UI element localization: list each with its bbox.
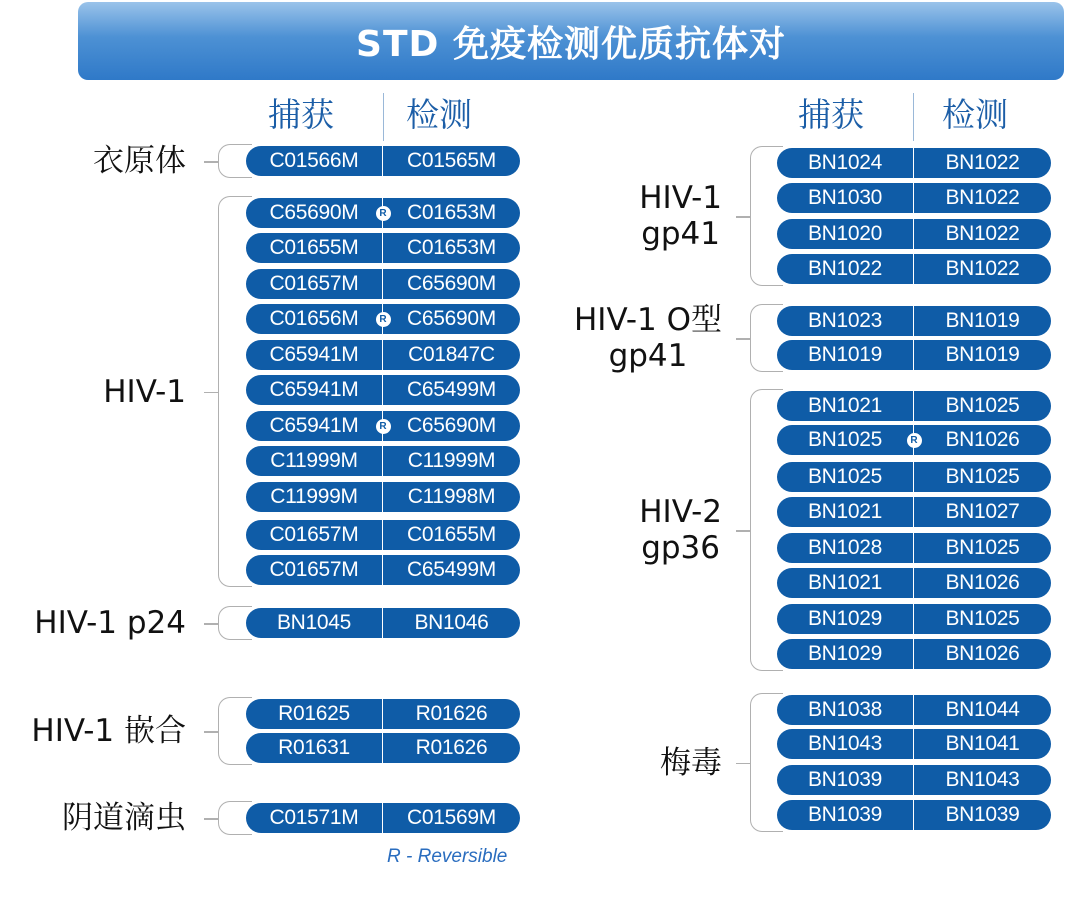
detect-antibody: R01626 <box>415 736 488 759</box>
header-capture-left: 捕获 <box>268 95 334 134</box>
header-capture-right: 捕获 <box>798 95 864 134</box>
capture-antibody: BN1039 <box>777 800 914 830</box>
antibody-pair <box>246 340 520 370</box>
capture-antibody: BN1021 <box>777 497 914 527</box>
capture-antibody: C01571M <box>246 803 383 833</box>
antibody-pair <box>777 604 1051 634</box>
group-tick <box>204 623 218 625</box>
group-label-line: HIV-1 <box>103 373 186 410</box>
reversible-icon: R <box>376 419 391 434</box>
detect-antibody: BN1022 <box>945 186 1020 209</box>
group-label-line: gp41 <box>641 216 721 252</box>
antibody-pair <box>246 520 520 550</box>
capture-antibody: BN1025 <box>777 425 914 455</box>
antibody-pair <box>246 699 520 729</box>
detect-antibody: C11999M <box>407 449 496 472</box>
detect-antibody: BN1025 <box>945 536 1020 559</box>
antibody-pair <box>777 800 1051 830</box>
capture-antibody: BN1022 <box>777 254 914 284</box>
reversible-icon: R <box>376 206 391 221</box>
capture-antibody: C11999M <box>246 482 383 512</box>
detect-antibody: C01847C <box>408 343 495 366</box>
antibody-pair <box>777 533 1051 563</box>
antibody-pair <box>777 391 1051 421</box>
capture-antibody: C11999M <box>246 446 383 476</box>
capture-antibody: BN1030 <box>777 183 914 213</box>
group-label <box>639 180 722 252</box>
antibody-pair <box>777 306 1051 336</box>
detect-antibody: C01565M <box>407 149 496 172</box>
capture-antibody: BN1020 <box>777 219 914 249</box>
group-label <box>93 143 186 179</box>
detect-antibody: C65690M <box>407 414 496 437</box>
antibody-pair <box>246 446 520 476</box>
group-label <box>103 374 186 410</box>
detect-antibody: BN1022 <box>945 151 1020 174</box>
group-label <box>639 494 722 566</box>
antibody-pair <box>777 639 1051 669</box>
antibody-pair <box>777 183 1051 213</box>
header-detect-right: 检测 <box>942 95 1008 134</box>
capture-antibody: R01631 <box>246 733 383 763</box>
detect-antibody: BN1026 <box>945 428 1020 451</box>
detect-antibody: C65499M <box>407 558 496 581</box>
antibody-pair <box>246 482 520 512</box>
group-tick <box>204 818 218 820</box>
antibody-pair <box>246 233 520 263</box>
capture-antibody: BN1043 <box>777 729 914 759</box>
detect-antibody: BN1022 <box>945 222 1020 245</box>
antibody-pair <box>246 608 520 638</box>
header-detect-left: 检测 <box>406 95 472 134</box>
antibody-pair <box>777 462 1051 492</box>
detect-antibody: BN1025 <box>945 607 1020 630</box>
detect-antibody: C11998M <box>407 485 496 508</box>
reversible-note: R - Reversible <box>387 846 508 867</box>
page-title: STD 免疫检测优质抗体对 <box>78 2 1064 80</box>
reversible-icon: R <box>907 433 922 448</box>
group-label-line: HIV-1 O型 <box>573 302 722 338</box>
group-tick <box>204 161 218 163</box>
capture-antibody: BN1023 <box>777 306 914 336</box>
antibody-pair <box>777 568 1051 598</box>
capture-antibody: BN1029 <box>777 639 914 669</box>
detect-antibody: BN1026 <box>945 642 1020 665</box>
group-label-line: HIV-2 <box>639 494 722 530</box>
group-label <box>34 605 186 641</box>
capture-antibody: BN1038 <box>777 695 914 725</box>
group-label-line: gp41 <box>608 338 688 374</box>
capture-antibody: C01656M <box>246 304 383 334</box>
capture-antibody: BN1019 <box>777 340 914 370</box>
detect-antibody: BN1019 <box>945 343 1020 366</box>
antibody-pair <box>777 254 1051 284</box>
capture-antibody: R01625 <box>246 699 383 729</box>
detect-antibody: R01626 <box>415 702 488 725</box>
capture-antibody: C65941M <box>246 340 383 370</box>
group-label <box>660 745 722 781</box>
group-label <box>31 713 186 749</box>
detect-antibody: C65499M <box>407 378 496 401</box>
group-label-line: gp36 <box>641 530 721 566</box>
capture-antibody: C01657M <box>246 520 383 550</box>
detect-antibody: C01653M <box>407 201 496 224</box>
antibody-pair <box>777 729 1051 759</box>
group-tick <box>204 392 218 394</box>
capture-antibody: C01566M <box>246 146 383 176</box>
detect-antibody: BN1026 <box>945 571 1020 594</box>
group-label-line: 梅毒 <box>660 744 722 781</box>
antibody-pair <box>246 375 520 405</box>
capture-antibody: C65941M <box>246 411 383 441</box>
capture-antibody: BN1045 <box>246 608 383 638</box>
group-tick <box>736 763 750 765</box>
reversible-icon: R <box>376 312 391 327</box>
detect-antibody: BN1022 <box>945 257 1020 280</box>
group-tick <box>736 338 750 340</box>
capture-antibody: BN1025 <box>777 462 914 492</box>
detect-antibody: BN1025 <box>945 394 1020 417</box>
group-tick <box>204 731 218 733</box>
detect-antibody: BN1027 <box>945 500 1020 523</box>
antibody-pair <box>246 803 520 833</box>
detect-antibody: C65690M <box>407 307 496 330</box>
detect-antibody: BN1025 <box>945 465 1020 488</box>
capture-antibody: C65690M <box>246 198 383 228</box>
antibody-pair <box>777 148 1051 178</box>
detect-antibody: C01653M <box>407 236 496 259</box>
group-tick <box>736 530 750 532</box>
detect-antibody: BN1039 <box>945 803 1020 826</box>
capture-antibody: C01657M <box>246 555 383 585</box>
capture-antibody: C01657M <box>246 269 383 299</box>
antibody-pair <box>246 146 520 176</box>
capture-antibody: BN1039 <box>777 765 914 795</box>
detect-antibody: C65690M <box>407 272 496 295</box>
capture-antibody: BN1028 <box>777 533 914 563</box>
detect-antibody: C01569M <box>407 806 496 829</box>
capture-antibody: C01655M <box>246 233 383 263</box>
detect-antibody: BN1019 <box>945 309 1020 332</box>
group-label-line: HIV-1 嵌合 <box>31 713 186 749</box>
antibody-pair <box>777 497 1051 527</box>
capture-antibody: BN1029 <box>777 604 914 634</box>
detect-antibody: C01655M <box>407 523 496 546</box>
group-label-line: HIV-1 p24 <box>34 605 186 641</box>
detect-antibody: BN1041 <box>945 732 1020 755</box>
group-bracket <box>750 389 783 671</box>
detect-antibody: BN1043 <box>945 768 1020 791</box>
antibody-pair <box>777 765 1051 795</box>
group-label <box>62 800 186 836</box>
group-label <box>574 302 722 374</box>
group-label-line: HIV-1 <box>639 180 722 216</box>
detect-antibody: BN1044 <box>945 698 1020 721</box>
antibody-pair <box>777 695 1051 725</box>
capture-antibody: BN1021 <box>777 391 914 421</box>
antibody-pair <box>246 555 520 585</box>
group-label-line: 衣原体 <box>93 143 186 179</box>
antibody-pair <box>246 733 520 763</box>
capture-antibody: C65941M <box>246 375 383 405</box>
detect-antibody: BN1046 <box>414 611 489 634</box>
antibody-pair <box>777 219 1051 249</box>
capture-antibody: BN1024 <box>777 148 914 178</box>
antibody-pair <box>777 340 1051 370</box>
group-tick <box>736 216 750 218</box>
group-label-line: 阴道滴虫 <box>62 800 186 836</box>
antibody-pair <box>246 269 520 299</box>
capture-antibody: BN1021 <box>777 568 914 598</box>
